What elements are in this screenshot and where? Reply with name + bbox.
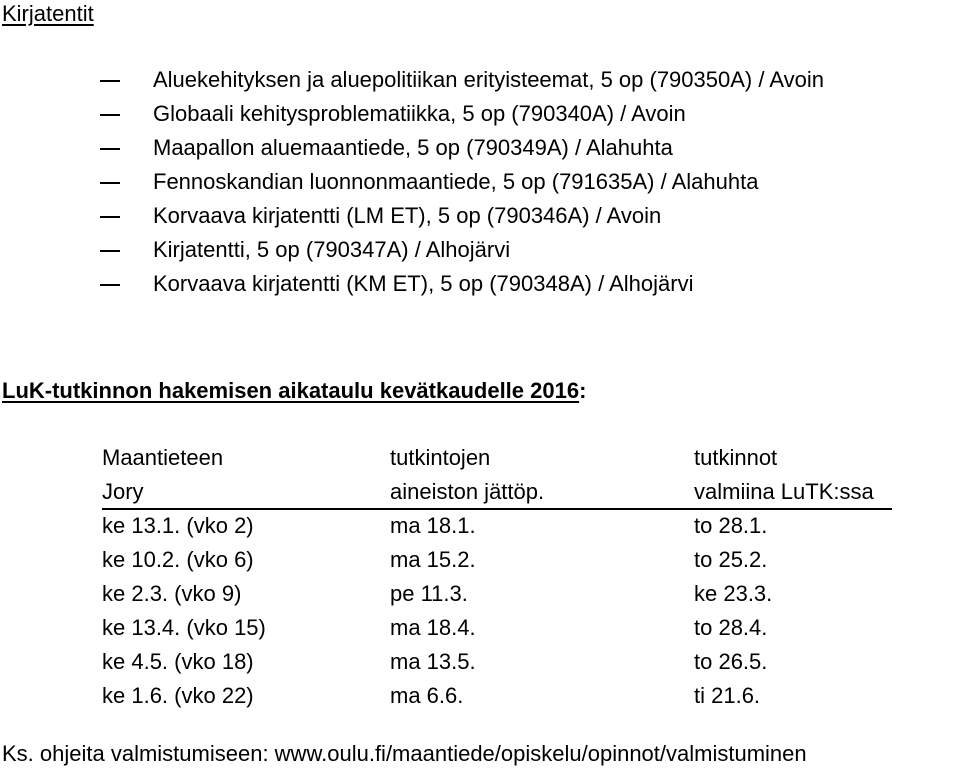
schedule-title-text: LuK-tutkinnon hakemisen aikataulu kevätkaudelle 2016	[2, 378, 580, 403]
list-item-text: Aluekehityksen ja aluepolitiikan erityisteemat, 5 op (790350A) / Avoin	[153, 67, 824, 92]
list-item	[0, 166, 960, 200]
schedule-title-colon: :	[579, 378, 587, 403]
table-row	[0, 544, 960, 578]
table-row	[0, 510, 960, 544]
table-row	[0, 578, 960, 612]
table-cell: ke 2.3. (vko 9)	[102, 581, 242, 606]
table-cell: ke 23.3.	[694, 581, 773, 606]
list-item-text: Fennoskandian luonnonmaantiede, 5 op (791635A) / Alahuhta	[153, 169, 759, 194]
table-cell: to 26.5.	[694, 649, 768, 674]
header-cell: tutkintojen	[390, 445, 491, 470]
list-item	[0, 64, 960, 98]
table-cell: ma 6.6.	[390, 683, 464, 708]
table-cell: ma 15.2.	[390, 547, 476, 572]
list-item	[0, 200, 960, 234]
list-item-text: Korvaava kirjatentti (KM ET), 5 op (790348A) / Alhojärvi	[153, 271, 694, 296]
header-cell: valmiina LuTK:ssa	[694, 479, 874, 504]
dash-bullet-icon	[100, 148, 120, 150]
list-item-text: Globaali kehitysproblematiikka, 5 op (790340A) / Avoin	[153, 101, 686, 126]
table-row	[0, 612, 960, 646]
table-cell: ma 13.5.	[390, 649, 476, 674]
table-cell: ke 1.6. (vko 22)	[102, 683, 254, 708]
dash-bullet-icon	[100, 284, 120, 286]
table-row	[0, 646, 960, 680]
table-cell: ke 10.2. (vko 6)	[102, 547, 254, 572]
list-item-text: Kirjatentti, 5 op (790347A) / Alhojärvi	[153, 237, 511, 262]
header-cell: tutkinnot	[694, 445, 778, 470]
table-cell: to 28.1.	[694, 513, 768, 538]
header-cell: Jory	[102, 479, 144, 504]
table-header-row	[0, 442, 960, 476]
table-header-row	[0, 476, 960, 510]
table-cell: ke 13.1. (vko 2)	[102, 513, 254, 538]
dash-bullet-icon	[100, 250, 120, 252]
table-cell: to 28.4.	[694, 615, 768, 640]
table-cell: to 25.2.	[694, 547, 768, 572]
page-heading: Kirjatentit	[2, 1, 94, 26]
graduation-info-link[interactable]: www.oulu.fi/maantiede/opiskelu/opinnot/valmistuminen	[274, 741, 807, 766]
exam-list	[0, 64, 960, 302]
table-cell: pe 11.3.	[390, 581, 468, 606]
table-row	[0, 680, 960, 714]
list-item	[0, 234, 960, 268]
schedule-title	[2, 377, 586, 405]
schedule-table	[0, 442, 960, 714]
dash-bullet-icon	[100, 80, 120, 82]
table-cell: ti 21.6.	[694, 683, 761, 708]
list-item	[0, 132, 960, 166]
table-cell: ma 18.4.	[390, 615, 476, 640]
table-cell: ke 13.4. (vko 15)	[102, 615, 266, 640]
list-item	[0, 268, 960, 302]
list-item-text: Maapallon aluemaantiede, 5 op (790349A) / Alahuhta	[153, 135, 673, 160]
dash-bullet-icon	[100, 182, 120, 184]
header-cell: Maantieteen	[102, 445, 224, 470]
dash-bullet-icon	[100, 216, 120, 218]
table-cell: ke 4.5. (vko 18)	[102, 649, 254, 674]
list-item	[0, 98, 960, 132]
list-item-text: Korvaava kirjatentti (LM ET), 5 op (790346A) / Avoin	[153, 203, 662, 228]
footer-note	[2, 740, 807, 768]
header-cell: aineiston jättöp.	[390, 479, 545, 504]
dash-bullet-icon	[100, 114, 120, 116]
table-cell: ma 18.1.	[390, 513, 476, 538]
footer-label: Ks. ohjeita valmistumiseen:	[2, 741, 275, 766]
